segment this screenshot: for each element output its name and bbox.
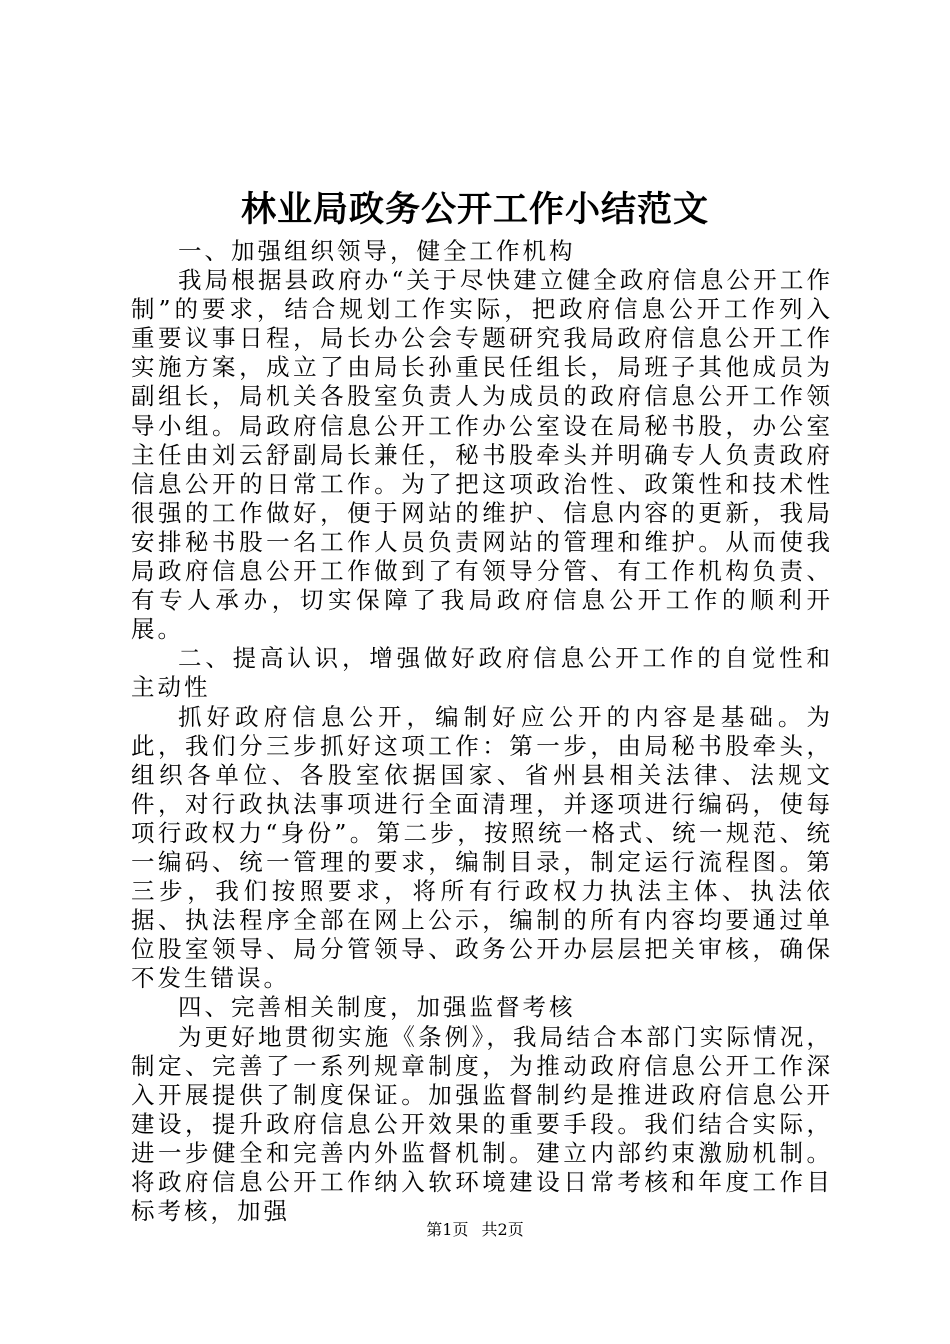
page-number: 第1页 <box>426 1220 469 1239</box>
paragraph-2: 抓好政府信息公开，编制好应公开的内容是基础。为此，我们分三步抓好这项工作：第一步，由局秘书股牵头，组织各单位、各股室依据国家、省州县相关法律、法规文件，对行政执法事项进行全面清理，并逐项进行编码，使每项行政权力“身份”。第二步，按照统一格式、统一规范、统一编码、统一管理的要求，编制目录，制定运行流程图。第三步，我们按照要求，将所有行政权力执法主体、执法依据、执法程序全部在网上公示，编制的所有内容均要通过单位股室领导、局分管领导、政务公开办层层把关审核，确保不发生错误。 <box>131 702 833 993</box>
section-heading-2: 二、提高认识，增强做好政府信息公开工作的自觉性和主动性 <box>131 644 833 702</box>
paragraph-1: 我局根据县政府办“关于尽快建立健全政府信息公开工作制”的要求，结合规划工作实际，把政府信息公开工作列入重要议事日程，局长办公会专题研究我局政府信息公开工作实施方案，成立了由局长孙重民任组长，局班子其他成员为副组长，局机关各股室负责人为成员的政府信息公开工作领导小组。局政府信息公开工作办公室设在局秘书股，办公室主任由刘云舒副局长兼任，秘书股牵头并明确专人负责政府信息公开的日常工作。为了把这项政治性、政策性和技术性很强的工作做好，便于网站的维护、信息内容的更新，我局安排秘书股一名工作人员负责网站的管理和维护。从而使我局政府信息公开工作做到了有领导分管、有工作机构负责、有专人承办，切实保障了我局政府信息公开工作的顺利开展。 <box>131 266 833 644</box>
page-total: 共2页 <box>481 1220 524 1239</box>
paragraph-3: 为更好地贯彻实施《条例》，我局结合本部门实际情况，制定、完善了一系列规章制度，为推动政府信息公开工作深入开展提供了制度保证。加强监督制约是推进政府信息公开建设，提升政府信息公开效果的重要手段。我们结合实际，进一步健全和完善内外监督机制。建立内部约束激励机制。将政府信息公开工作纳入软环境建设日常考核和年度工作目标考核，加强 <box>131 1022 833 1226</box>
page-footer <box>0 1220 950 1240</box>
document-body <box>131 237 833 1226</box>
document-title: 林业局政务公开工作小结范文 <box>240 189 709 230</box>
section-heading-1: 一、加强组织领导，健全工作机构 <box>178 237 576 265</box>
section-heading-4: 四、完善相关制度，加强监督考核 <box>178 993 576 1022</box>
